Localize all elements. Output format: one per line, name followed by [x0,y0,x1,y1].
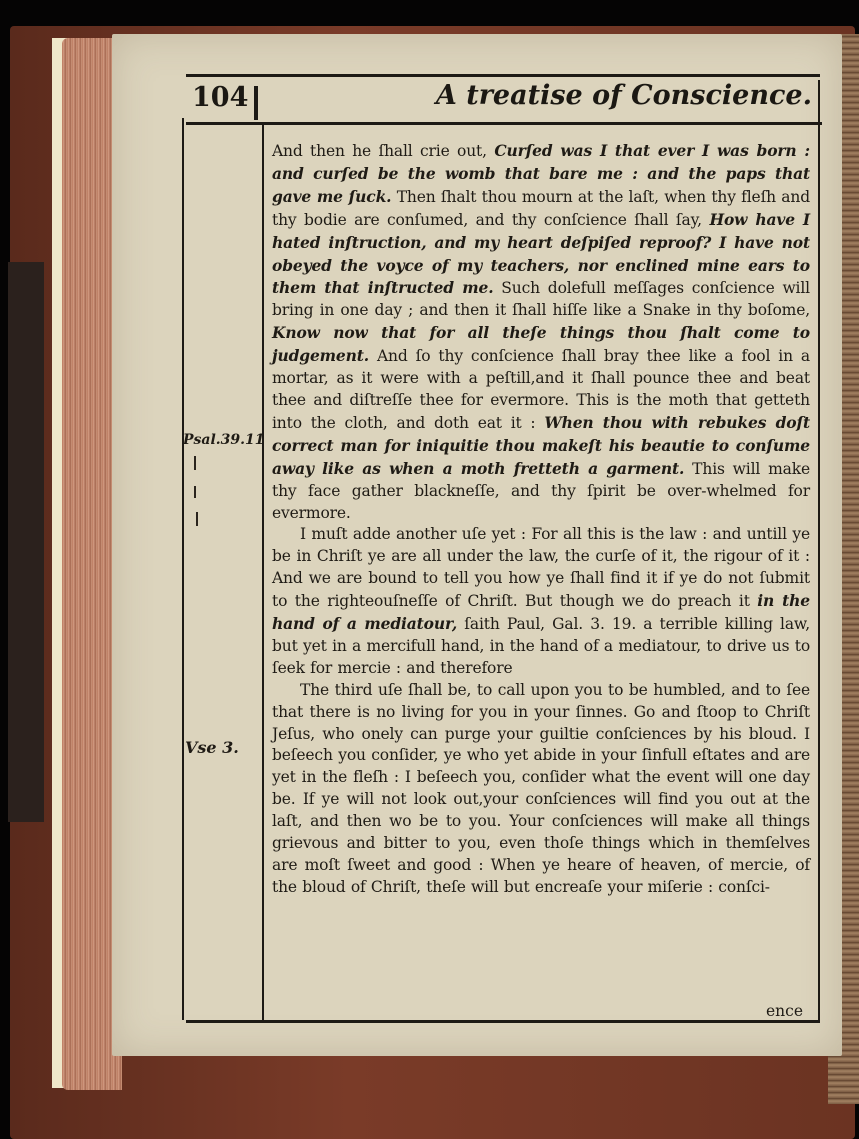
paragraph [272,680,810,899]
header-divider [254,86,258,120]
paragraph [272,524,810,679]
right-frame-rule [818,80,820,1020]
text-run: This will make thy face gather blackneſſe, and thy ſpirit be over-whelmed for evermore. [272,459,810,522]
margin-tick [196,512,198,526]
catchword: ence [766,1002,804,1020]
running-title: A treatise of Conscience. [435,80,812,111]
cover-leather-patch [8,262,44,822]
text-run: Then ſhalt thou mourn at the laſt, when thy fleſh and thy bodie are conſumed, and thy conſcience ſhall ſay, [272,187,810,229]
page-number: 104 [192,82,249,113]
margin-tick [194,486,196,498]
page-header [192,78,822,124]
italic-quote: Curſed was I that ever I was born : and curſed be the womb that bare me : and the paps that gave me ſuck. [272,141,810,206]
margin-note-use: Vse 3. [185,738,239,757]
text-run: And ſo thy conſcience ſhall bray thee like a fool in a mortar, as it were with a peſtill,and it ſhall pounce thee and beat thee and diſtreſſe thee for evermore. This is the moth that getteth into the cloth, and doth eat it : [272,347,810,432]
margin-tick [194,456,196,470]
text-run: ſaith Paul, Gal. 3. 19. a terrible killing law, but yet in a mercifull hand, in the hand of a mediatour, to drive us to ſeek for mercie : and therefore [272,615,810,677]
margin-note-psalm: Psal.39.11 [183,432,265,448]
body-text [272,140,810,899]
italic-quote: Know now that for all theſe things thou ſhalt come to judgement. [272,323,810,366]
margin-divider-rule [262,124,264,1020]
text-run: The third uſe ſhall be, to call upon you to be humbled, and to ſee that there is no living for you in your ſinnes. Go and ſtoop to Chriſt Jeſus, who onely can purge your guiltie conſciences by his bloud. I beſeech you conſider, ye who yet abide in your ſinfull eſtates and are yet in the fleſh : I beſeech you, conſider what the event will one day be. If ye will not look out,your conſciences will find you out at the laſt, and then wo be to you. Your conſciences will make all things grievous and bitter to you, even thoſe things which in themſelves are moſt ſweet and good : When ye heare of heaven, of mercie, of the bloud of Chriſt, theſe will but encreaſe your miſerie : conſci- [272,680,810,896]
text-run: I muſt adde another uſe yet : For all this is the law : and untill ye be in Chriſt ye are all under the law, the curſe of it, the rigour of it : And we are bound to tell you how ye ſhall find it if ye do not ſubmit to the righteouſneſſe of Chriſt. But though we do preach it [272,525,810,611]
italic-quote: When thou with rebukes doſt correct man for iniquitie thou makeſt his beautie to conſume away like as when a moth fretteth a garment. [272,412,810,478]
italic-quote: How have I hated inſtruction, and my heart deſpiſed reproof? I have not obeyed the voyce of my teachers, nor enclined mine ears to them that inſtructed me. [272,209,810,298]
left-frame-rule [182,118,184,1020]
text-run: And then he ſhall crie out, [272,142,495,160]
paragraph [272,140,810,524]
italic-quote: in the hand of a mediatour, [272,591,810,634]
bottom-rule [186,1020,820,1023]
top-rule [186,74,820,77]
text-run: Such dolefull meſſages conſcience will bring in one day ; and then it ſhall hiſſe like a Snake in thy boſome, [272,279,810,320]
